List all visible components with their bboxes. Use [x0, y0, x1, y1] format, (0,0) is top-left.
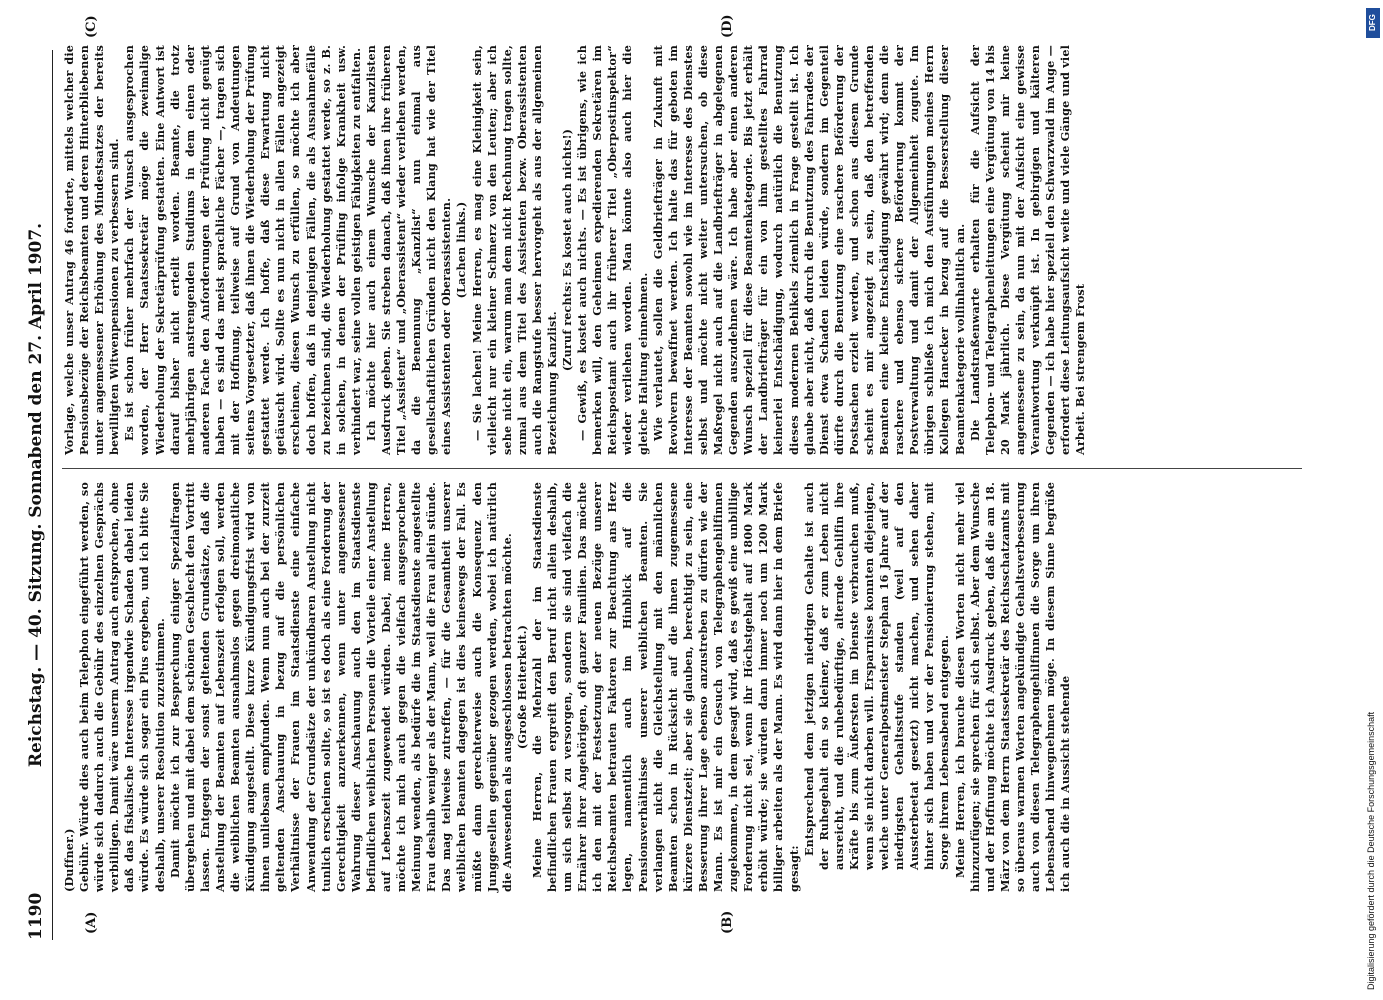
- margin-marker-d: (D): [720, 14, 735, 38]
- interjection: (Lachen links.): [454, 201, 469, 299]
- column-divider: [62, 468, 1302, 469]
- dfg-logo: DFG: [1366, 8, 1380, 38]
- paragraph: Gebühr. Würde dies auch beim Telephon eingeführt werden, so würde sich dadurch auch die Gebühr des einzelnen Gesprächs verbilligen. Damit wäre unserm Antrag auch entsprochen, ohne daß das fiskalische Interesse irgendwie Schaden dabei leiden würde. Es würde sich sogar ein Plus ergeben, und ich bitte Sie deshalb, unserer Resolution zuzustimmen.: [77, 482, 167, 892]
- page-title: Reichstag. — 40. Sitzung. Sonnabend den 27. April 1907.: [26, 222, 46, 768]
- interjection: (Zuruf rechts: Es kostet auch nichts!): [560, 128, 575, 372]
- paragraph: Damit möchte ich zur Besprechung einiger Spezialfragen übergehen und mit dabei dem schönen Geschlecht den Vortritt lassen. Entgegen der sonst geltenden Grundsätze, daß die Anstellung der Beamten auf Lebenszeit erfolgen soll, werden die weiblichen Beamten ausnahmslos gegen dreimonatliche Kündigung angestellt. Diese kurze Kündigungsfrist wird von ihnen unliebsam empfunden. Wenn nun auch bei der zurzeit geltenden Anschauung in bezug auf die persönlichen Verhältnisse der Frauen im Staatsdienste eine einfache Anwendung der Grundsätze der unkündbaren Anstellung nicht tunlich erscheinen sollte, so ist es doch als eine Forderung der Gerechtigkeit anzuerkennen, wenn unter angemessener Wahrung dieser Anschauung auch den im Staatsdienste befindlichen weiblichen Personen die Vorteile einer Anstellung auf Lebenszeit zugewendet würden. Dabei, meine Herren, möchte ich mich auch gegen die vielfach ausgesprochene Meinung wenden, als bedürfe die im Staatsdienste angestellte Frau deshalb weniger als der Mann, weil die Frau allein stünde. Das mag teilweise zutreffen, — für die Gesamtheit unserer weiblichen Beamten dagegen ist dies keineswegs der Fall. Es müßte dann gerechterweise auch die Konsequenz den Junggesellen gegenüber gezogen werden, wobei ich natürlich die Anwesenden als ausgeschlossen betrachten möchte.: [167, 482, 514, 892]
- paragraph: — Sie lachen! Meine Herren, es mag eine Kleinigkeit sein, vielleicht nur ein kleiner Schmerz von den Leuten; aber ich sehe nicht ein, warum man dem nicht Rechnung tragen sollte, zumal aus dem Titel des Assistenten bezw. Oberassistenten auch die Rangstufe besser hervorgeht als aus der allgemeinen Bezeichnung Kanzlist.: [469, 45, 559, 455]
- left-column: [62, 482, 1073, 892]
- paragraph: Die Landstraßenwarte erhalten für die Aufsicht der Telephon- und Telegraphenleitungen eine Vergütung von 14 bis 20 Mark jährlich. Diese Vergütung scheint mir keine angemessene zu sein, da nun mit der Aufsicht eine gewisse Verantwortung verknüpft ist. In gebirgigen und kälteren Gegenden — ich habe hier speziell den Schwarzwald im Auge — erfordert diese Leitungsaufsicht weite und viele Gänge und viel Arbeit. Bei strengem Frost: [967, 45, 1088, 455]
- speaker-tag: (Duffner.): [62, 828, 76, 892]
- funding-credit: Digitalisierung gefördert durch die Deutsche Forschungsgemeinschaft: [1366, 711, 1376, 990]
- paragraph: Meine Herren, ich brauche diesen Worten nicht mehr viel hinzuzufügen; sie sprechen für sich selbst. Aber dem Wunsche und der Hoffnung möchte ich Ausdruck geben, daß die am 18. März von dem Herrn Staatssekretär des Reichsschatzamts mit so überaus warmen Worten angekündigte Gehaltsverbesserung auch von diesen Telegraphengehilfinnen die Sorge um ihren Lebensabend hinwegnehmen möge. In diesem Sinne begrüße ich auch die in Aussicht stehende: [952, 482, 1073, 892]
- paragraph: Wie verlautet, sollen die Geldbriefträger in Zukunft mit Revolvern bewaffnet werden. Ich halte das für geboten im Interesse der Beamten sowohl wie im Interesse des Dienstes selbst und möchte nicht weiter untersuchen, ob diese Maßregel nicht auch auf die Landbriefträger in abgelegenen Gegenden auszudehnen wäre. Ich habe aber einen anderen Wunsch speziell für diese Beamtenkategorie. Bis jetzt erhält der Landbriefträger für ein von ihm gestelltes Fahrrad keinerlei Entschädigung, wodurch natürlich die Benutzung dieses modernen Behikels ziemlich in Frage gestellt ist. Ich glaube aber nicht, daß durch die Benutzung des Fahrrades der Dienst etwa Schaden leiden würde, sondern im Gegenteil dürfte durch die Benutzung eine raschere Beförderung der Postsachen erzielt werden, und schon aus diesem Grunde scheint es mir angezeigt zu sein, daß den betreffenden Beamten eine kleine Entschädigung gewährt wird; denn die raschere und ebenso sichere Beförderung kommt der Postverwaltung und damit der Allgemeinheit zugute. Im übrigen schließe ich mich den Ausführungen meines Herrn Kollegen Hanecker in bezug auf die Besserstellung dieser Beamtenkategorie vollinhaltlich an.: [650, 45, 967, 455]
- margin-marker-b: (B): [720, 910, 735, 934]
- quoted-letter: Entsprechend dem jetzigen niedrigen Gehalte ist auch der Ruhegehalt ein so kleiner, daß er zum Leben nicht ausreicht, und die ruhebedürftige, alternde Gehilfin ihre Kräfte bis zum Äußersten im Dienste verbrauchen muß, wenn sie nicht darben will. Ersparnisse konnten diejenigen, welche unter Generalpostmeister Stephan 16 Jahre auf der niedrigsten Gehaltsstufe standen (weil auf den Aussterbeetat gesetzt) nicht machen, und sehen daher hinter sich haben und vor der Pensionierung stehen, mit Sorge ihrem Lebensabend entgegen.: [801, 482, 952, 870]
- page-header: [22, 50, 53, 940]
- paragraph: Meine Herren, die Mehrzahl der im Staatsdienste befindlichen Frauen ergreift den Beruf nicht allein deshalb, um sich selbst zu versorgen, sondern sie sind vielfach die Ernährer ihrer Angehörigen, oft ganzer Familien. Das möchte ich den mit der Festsetzung der neuen Bezüge unserer Reichsbeamten betrauten Faktoren zur Beachtung ans Herz legen, namentlich auch im Hinblick auf die Pensionsverhältnisse unserer weiblichen Beamten. Sie verlangen nicht die Gleichstellung mit den männlichen Beamten schon in Rücksicht auf die ihnen zugemessene kürzere Dienstzeit; aber sie glauben, berechtigt zu sein, eine Besserung ihrer Lage ebenso anzustreben zu dürfen wie der Mann. Es ist mir ein Gesuch von Telegraphengehilfinnen zugekommen, in dem gesagt wird, daß es gewiß eine unbillige Forderung nicht sei, wenn ihr Höchstgehalt auf 1800 Mark erhöht würde; sie würden dann immer noch um 1200 Mark billiger arbeiten als der Mann. Es wird dann hier in dem Briefe gesagt:: [529, 482, 801, 892]
- page-number: 1190: [26, 892, 46, 940]
- right-column: [62, 45, 1088, 455]
- margin-marker-c: (C): [84, 15, 99, 38]
- digitization-sidebar: [1350, 0, 1383, 1000]
- paragraph: Vorlage, welche unser Antrag 46 forderte, mittels welcher die Pensionsbezüge der Reichsbeamten und deren Hinterbliebenen unter angemessener Erhöhung des Mindestsatzes der bereits bewilligten Witwenpensionen zu verbessern sind.: [62, 45, 122, 455]
- paragraph: Ich möchte hier auch einem Wunsche der Kanzlisten Ausdruck geben. Sie streben danach, daß ihnen ihre früheren Titel „Assistent“ und „Oberassistent“ wieder verliehen werden, da die Benennung „Kanzlist“ nun einmal aus gesellschaftlichen Gründen nicht den Klang hat wie der Titel eines Assistenten oder Oberassistenten.: [363, 45, 454, 455]
- paragraph: — Gewiß, es kostet auch nichts. — Es ist übrigens, wie ich bemerken will, den Geheimen expedierenden Sekretären im Reichspostamt auch ihr früherer Titel „Oberpostinspektor“ wieder verliehen worden. Man könnte also auch hier die gleiche Haltung einnehmen.: [575, 45, 650, 455]
- interjection: (Große Heiterkeit.): [514, 624, 529, 750]
- paragraph: Es ist schon früher mehrfach der Wunsch ausgesprochen worden, der Herr Staatssekretär möge die zweimalige Wiederholung der Sekretärprüfung gestatten. Eine Antwort ist darauf bisher nicht erteilt worden. Beamte, die trotz mehrjährigen anstrengenden Studiums in dem einen oder anderen Fache den Anforderungen der Prüfung nicht genügt haben — es sind das meist sprachliche Fächer —, tragen sich mit der Hoffnung, teilweise auf Grund von Andeutungen seitens Vorgesetzter, daß ihnen die Wiederholung der Prüfung gestattet werde. Ich hoffe, daß diese Erwartung nicht getäuscht wird. Sollte es nun nicht in allen Fällen angezeigt erscheinen, diesen Wunsch zu erfüllen, so möchte ich aber doch hoffen, daß in denjenigen Fällen, die als Ausnahmefälle zu bezeichnen sind, die Wiederholung gestattet werde, so z. B. in solchen, in denen der Prüfling infolge Krankheit usw. verhindert war, seine vollen geistigen Fähigkeiten zu entfalten.: [122, 45, 363, 455]
- margin-marker-a: (A): [84, 911, 99, 934]
